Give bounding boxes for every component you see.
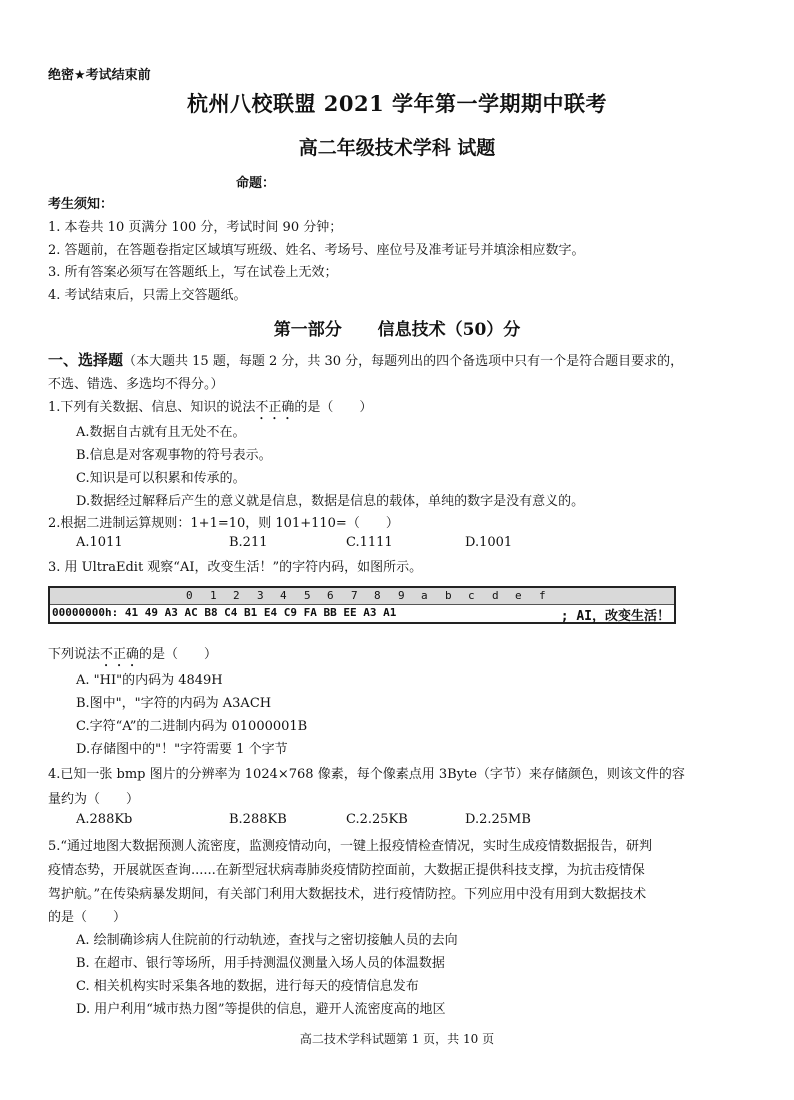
question-4-stem-line2: 量约为（ ）: [48, 792, 140, 807]
hex-column-label: 2: [233, 589, 240, 602]
hex-header-row: [50, 588, 674, 605]
part-heading: 第一部分 信息技术（50）分: [273, 320, 521, 340]
hex-column-label: 0: [186, 589, 193, 602]
question-4-option-d: D.2.25MB: [465, 812, 531, 827]
notice-item: 2. 答题前，在答题卷指定区域填写班级、姓名、考场号、座位号及准考证号并填涂相应数字。: [48, 243, 585, 258]
hex-data-row: 00000000h: 41 49 A3 AC B8 C4 B1 E4 C9 FA BB EE A3 A1: [52, 606, 397, 619]
question-1-option-b: B.信息是对客观事物的符号表示。: [76, 448, 272, 463]
question-3-option-b: B.图中"，"字符的内码为 A3ACH: [76, 696, 272, 711]
question-4-option-a: A.288Kb: [76, 812, 133, 827]
question-3-stem: 3. 用 UltraEdit 观察“AI，改变生活！”的字符内码，如图所示。: [48, 560, 423, 575]
stem-text: 下列说法: [48, 647, 101, 662]
exam-title: 杭州八校联盟 2021 学年第一学期期中联考: [186, 91, 608, 116]
question-2-option-c: C.1111: [346, 535, 393, 550]
question-5-stem-line: 5.“通过地图大数据预测人流密度，监测疫情动向，一键上报疫情检查情况，实时生成疫情数据报告，研判: [48, 839, 653, 854]
stem-text: 的是（ ）: [139, 647, 218, 662]
exam-subtitle: 高二年级技术学科 试题: [298, 137, 496, 159]
question-5-option-b: B. 在超市、银行等场所，用手持测温仪测量入场人员的体温数据: [76, 956, 445, 971]
question-4-option-b: B.288KB: [229, 812, 287, 827]
question-2-option-b: B.211: [229, 535, 268, 550]
question-4-option-c: C.2.25KB: [346, 812, 408, 827]
question-2-stem: 2.根据二进制运算规则：1+1=10，则 101+110=（ ）: [48, 516, 399, 531]
question-5-option-a: A. 绘制确诊病人住院前的行动轨迹，查找与之密切接触人员的去向: [76, 933, 458, 948]
question-5-stem-line: 的是（ ）: [48, 910, 127, 925]
page-footer: 高二技术学科试题第 1 页，共 10 页: [299, 1032, 495, 1046]
notice-item: 1. 本卷共 10 页满分 100 分，考试时间 90 分钟；: [48, 220, 343, 235]
hex-column-label: 6: [327, 589, 334, 602]
question-5-option-c: C. 相关机构实时采集各地的数据，进行每天的疫情信息发布: [76, 979, 419, 994]
notice-item: 4. 考试结束后，只需上交答题纸。: [48, 288, 247, 303]
question-2-option-d: D.1001: [465, 535, 513, 550]
hex-column-label: 1: [210, 589, 217, 602]
question-3-option-a: A. "HI"的内码为 4849H: [76, 673, 223, 688]
hex-column-label: d: [492, 589, 499, 602]
emphasis-text: 不正确: [255, 400, 295, 415]
hex-column-label: 8: [374, 589, 381, 602]
hex-text-column: ; AI，改变生活！: [560, 609, 670, 624]
question-5-stem-line: 驾护航。”在传染病暴发期间，有关部门利用大数据技术，进行疫情防控。下列应用中没有用到大数据技术: [48, 887, 647, 902]
section-intro-line1: （本大题共 15 题，每题 2 分，共 30 分，每题列出的四个备选项中只有一个是符合题目要求的，: [123, 354, 684, 369]
notice-heading: 考生须知：: [48, 197, 114, 212]
author-label: 命题：: [236, 176, 276, 191]
question-5-stem-line: 疫情态势，开展就医查询......在新型冠状病毒肺炎疫情防控面前，大数据正提供科技支撑，为抗击疫情保: [48, 863, 645, 878]
notice-item: 3. 所有答案必须写在答题纸上，写在试卷上无效；: [48, 265, 338, 280]
question-1-option-c: C.知识是可以积累和传承的。: [76, 471, 246, 486]
stem-text: 的是（ ）: [294, 400, 373, 415]
hex-column-label: 4: [280, 589, 287, 602]
question-1-stem: [48, 396, 372, 423]
question-1-option-a: A.数据自古就有且无处不在。: [76, 425, 246, 440]
hex-column-label: a: [421, 589, 428, 602]
section-heading: 一、选择题: [48, 351, 124, 369]
emphasis-text: 不正确: [100, 647, 140, 662]
hex-column-label: 7: [351, 589, 358, 602]
hex-column-label: b: [445, 589, 452, 602]
section-intro-line2: 不选、错选、多选均不得分。）: [48, 377, 224, 392]
hex-column-label: f: [539, 589, 546, 602]
hex-column-label: 9: [398, 589, 405, 602]
hex-viewer-figure: [48, 586, 676, 624]
hex-column-label: 5: [304, 589, 311, 602]
hex-column-label: c: [468, 589, 475, 602]
question-5-option-d: D. 用户利用“城市热力图”等提供的信息，避开人流密度高的地区: [76, 1002, 446, 1017]
confidential-label: 绝密★考试结束前: [48, 68, 151, 83]
hex-column-label: e: [515, 589, 522, 602]
hex-column-label: 3: [257, 589, 264, 602]
question-3-substem: [48, 643, 217, 670]
stem-text: 1.下列有关数据、信息、知识的说法: [48, 400, 256, 415]
question-3-option-c: C.字符“A”的二进制内码为 01000001B: [76, 719, 308, 734]
question-3-option-d: D.存储图中的"！"字符需要 1 个字节: [76, 742, 288, 757]
question-2-option-a: A.1011: [76, 535, 123, 550]
question-1-option-d: D.数据经过解释后产生的意义就是信息，数据是信息的载体，单纯的数字是没有意义的。: [76, 494, 585, 509]
section-intro: [48, 349, 683, 370]
question-4-stem-line1: 4.已知一张 bmp 图片的分辨率为 1024×768 像素，每个像素点用 3Byte（字节）来存储颜色，则该文件的容: [48, 767, 685, 782]
